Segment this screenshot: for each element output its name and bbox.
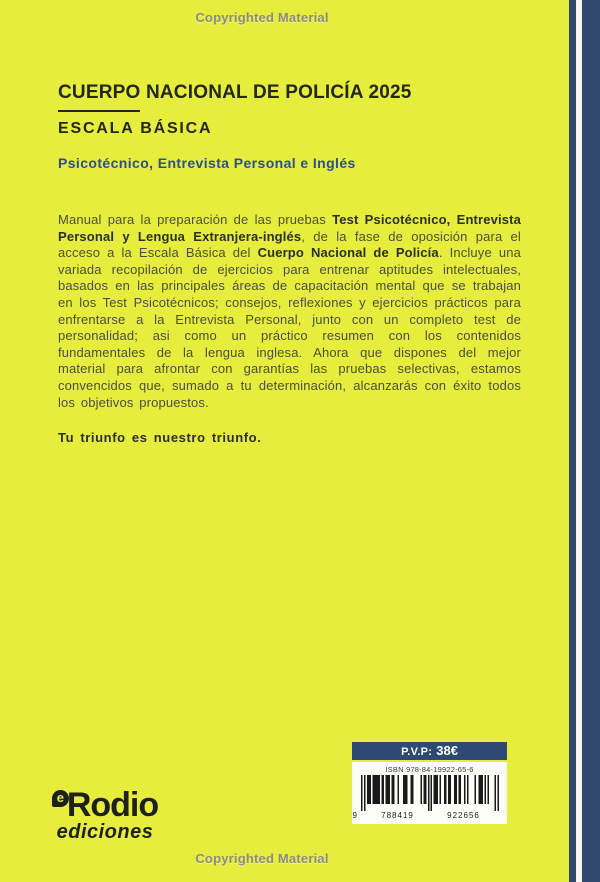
book-subtitle: ESCALA BÁSICA — [58, 120, 213, 137]
price-isbn-label — [352, 742, 507, 824]
publisher-name: Rodio — [66, 786, 159, 824]
publisher-e-badge-icon: e — [52, 790, 69, 807]
publisher-name-row — [46, 786, 164, 825]
spine-inner-band — [569, 0, 576, 882]
publisher-logo — [46, 786, 164, 844]
title-divider — [58, 110, 140, 112]
isbn-text: ISBN 978-84-19922-65-6 — [385, 765, 474, 774]
barcode-digit-left: 9 — [352, 811, 357, 820]
book-tagline: Psicotécnico, Entrevista Personal e Inglés — [58, 155, 356, 171]
copyright-top-label: Copyrighted Material — [195, 10, 329, 25]
copyright-bottom-label: Copyrighted Material — [195, 851, 329, 866]
barcode — [352, 775, 499, 821]
barcode-digit-group2: 922656 — [439, 811, 489, 820]
price-bar — [352, 742, 507, 760]
price-value: 38€ — [436, 743, 458, 758]
spine-outer-band — [582, 0, 600, 882]
isbn-box — [352, 762, 507, 824]
description-paragraph: Manual para la preparación de las pruebas Test Psicotécnico, Entrevista Personal y Lengua Extranjera-inglés, de la fase de oposición para el acceso a la Escala Básica del Cuerpo Nacional de Policía. Incluye una variada recopilación de ejercicios para entrenar aptitudes intelectuales, basados en las principales áreas de capacitación mental que se trabajan en los Test Psicotécnicos; consejos, reflexiones y ejercicios prácticos para enfrentarse a la Entrevista Personal, junto con un completo test de personalidad; asi como un práctico resumen con los contenidos fundamentales de la lengua inglesa. Ahora que dispones del mejor material para afrontar con garantías las pruebas selectivas, estamos convencidos que, sumado a tu determinación, alcanzarás con éxito todos los objetivos propuestos. — [58, 212, 521, 410]
motto-text: Tu triunfo es nuestro triunfo. — [58, 430, 262, 445]
publisher-subname: ediciones — [56, 821, 154, 843]
price-prefix: P.V.P: — [401, 746, 433, 758]
barcode-digit-group1: 788419 — [373, 811, 423, 820]
barcode-bars-icon — [361, 775, 499, 811]
book-title: CUERPO NACIONAL DE POLICÍA 2025 — [58, 82, 412, 103]
